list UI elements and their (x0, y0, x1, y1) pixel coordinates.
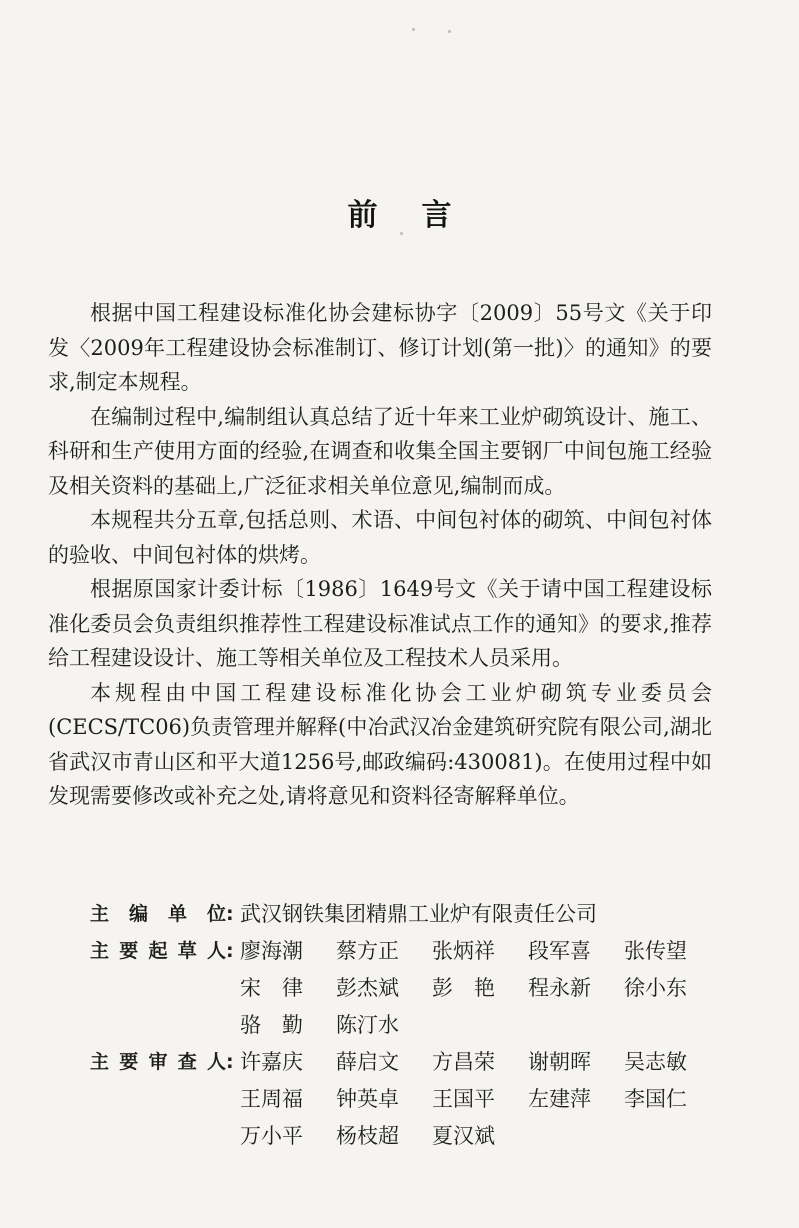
reviewer-name: 左建萍 (528, 1087, 591, 1111)
scan-speck (412, 28, 415, 31)
drafter-name: 段军喜 (528, 939, 591, 963)
reviewer-name: 谢朝晖 (528, 1050, 591, 1074)
reviewers-row (90, 1044, 720, 1155)
chief-unit-row (90, 896, 720, 933)
paragraph-2: 在编制过程中,编制组认真总结了近十年来工业炉砌筑设计、施工、科研和生产使用方面的经验,在调查和收集全国主要钢厂中间包施工经验及相关资料的基础上,广泛征求相关单位意见,编制而成。 (48, 404, 712, 498)
drafters-label: 主要起草人 (90, 940, 226, 962)
drafter-name: 徐小东 (624, 976, 687, 1000)
chief-unit-label: 主编单位 (90, 903, 226, 925)
drafter-name: 张炳祥 (432, 939, 495, 963)
reviewer-name: 方昌荣 (432, 1050, 495, 1074)
drafter-name: 彭艳 (432, 976, 516, 1000)
reviewer-name: 夏汉斌 (432, 1124, 495, 1148)
paragraph-1: 根据中国工程建设标准化协会建标协字〔2009〕55号文《关于印发〈2009年工程建设协会标准制订、修订计划(第一批)〉的通知》的要求,制定本规程。 (48, 301, 712, 394)
drafter-name: 骆勤 (240, 1013, 324, 1037)
drafters-colon: : (226, 940, 234, 962)
drafters-row (90, 933, 720, 1044)
drafter-name: 彭杰斌 (336, 976, 399, 1000)
paragraph-4: 根据原国家计委计标〔1986〕1649号文《关于请中国工程建设标准化委员会负责组织推荐性工程建设标准试点工作的通知》的要求,推荐给工程建设设计、施工等相关单位及工程技术人员采用。 (48, 577, 712, 670)
chief-unit-colon: : (226, 903, 234, 925)
drafter-name: 程永新 (528, 976, 591, 1000)
reviewer-name: 吴志敏 (624, 1050, 687, 1074)
reviewer-name: 万小平 (240, 1124, 303, 1148)
drafter-name: 张传望 (624, 939, 687, 963)
reviewers-names (240, 1044, 720, 1155)
reviewer-name: 薛启文 (336, 1050, 399, 1074)
chief-unit-value: 武汉钢铁集团精鼎工业炉有限责任公司 (240, 902, 597, 926)
paragraph-3: 本规程共分五章,包括总则、术语、中间包衬体的砌筑、中间包衬体的验收、中间包衬体的烘烤。 (48, 508, 712, 567)
reviewers-colon: : (226, 1051, 234, 1073)
reviewer-name: 王国平 (432, 1087, 495, 1111)
reviewer-name: 许嘉庆 (240, 1050, 303, 1074)
preface-body (48, 296, 712, 814)
drafter-name: 蔡方正 (336, 939, 399, 963)
scan-speck (448, 30, 451, 33)
page-title: 前言 (347, 198, 496, 233)
reviewer-name: 王周福 (240, 1087, 303, 1111)
reviewer-name: 杨枝超 (336, 1124, 399, 1148)
drafters-names (240, 933, 720, 1044)
reviewer-name: 李国仁 (624, 1087, 687, 1111)
drafter-name: 廖海潮 (240, 939, 303, 963)
drafter-name: 陈汀水 (336, 1013, 399, 1037)
paragraph-5: 本规程由中国工程建设标准化协会工业炉砌筑专业委员会(CECS/TC06)负责管理并解释(中冶武汉冶金建筑研究院有限公司,湖北省武汉市青山区和平大道1256号,邮政编码:430081)。在使用过程中如发现需要修改或补充之处,请将意见和资料径寄解释单位。 (48, 680, 712, 808)
credits-block (90, 896, 720, 1155)
reviewer-name: 钟英卓 (336, 1087, 399, 1111)
drafter-name: 宋律 (240, 976, 324, 1000)
reviewers-label: 主要审查人 (90, 1051, 226, 1073)
